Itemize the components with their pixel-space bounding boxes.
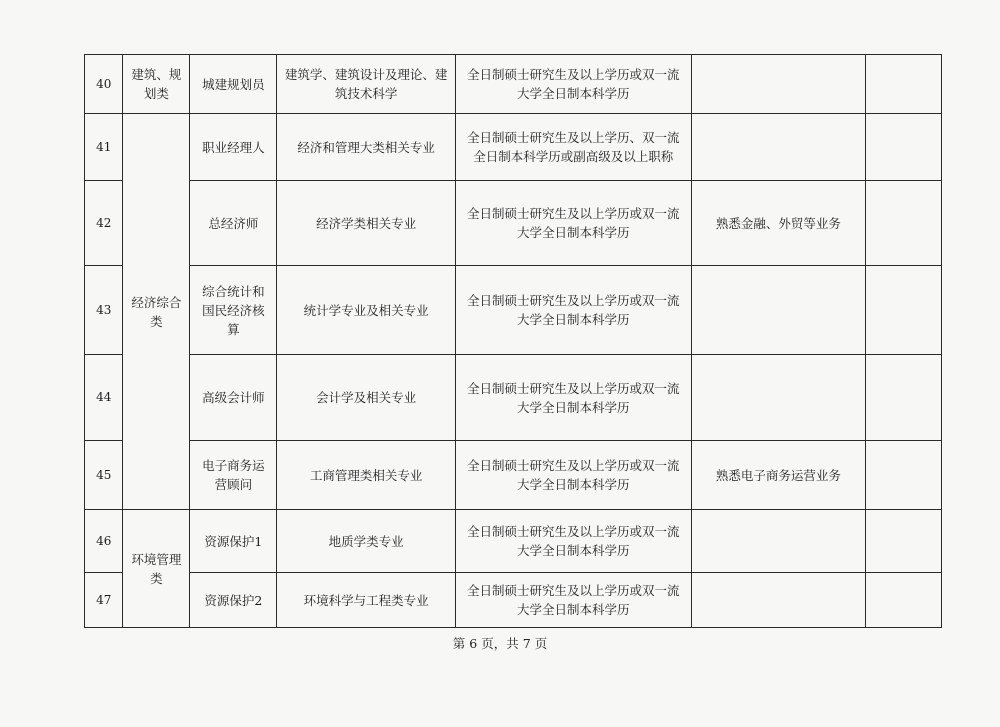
note-cell xyxy=(865,55,941,114)
row-number: 40 xyxy=(85,55,123,114)
major-cell: 地质学类专业 xyxy=(277,510,455,573)
education-cell: 全日制硕士研究生及以上学历或双一流大学全日制本科学历 xyxy=(455,510,691,573)
position-cell: 高级会计师 xyxy=(190,355,277,441)
positions-table xyxy=(84,54,942,628)
total-page-number: 7 xyxy=(522,636,531,651)
position-cell: 综合统计和国民经济核算 xyxy=(190,266,277,355)
category-cell: 经济综合类 xyxy=(123,114,190,510)
table-row xyxy=(85,181,942,266)
position-cell: 职业经理人 xyxy=(190,114,277,181)
row-number: 46 xyxy=(85,510,123,573)
major-cell: 经济和管理大类相关专业 xyxy=(277,114,455,181)
education-cell: 全日制硕士研究生及以上学历或双一流大学全日制本科学历 xyxy=(455,266,691,355)
position-cell: 总经济师 xyxy=(190,181,277,266)
page-footer xyxy=(0,634,1000,652)
row-number: 44 xyxy=(85,355,123,441)
table-row xyxy=(85,510,942,573)
row-number: 42 xyxy=(85,181,123,266)
education-cell: 全日制硕士研究生及以上学历或双一流大学全日制本科学历 xyxy=(455,55,691,114)
other-requirement-cell: 熟悉电子商务运营业务 xyxy=(691,441,865,510)
position-cell: 资源保护1 xyxy=(190,510,277,573)
row-number: 47 xyxy=(85,573,123,628)
major-cell: 经济学类相关专业 xyxy=(277,181,455,266)
note-cell xyxy=(865,114,941,181)
table-row xyxy=(85,355,942,441)
note-cell xyxy=(865,266,941,355)
table-row xyxy=(85,114,942,181)
education-cell: 全日制硕士研究生及以上学历或双一流大学全日制本科学历 xyxy=(455,355,691,441)
note-cell xyxy=(865,181,941,266)
major-cell: 统计学专业及相关专业 xyxy=(277,266,455,355)
note-cell xyxy=(865,573,941,628)
education-cell: 全日制硕士研究生及以上学历、双一流全日制本科学历或副高级及以上职称 xyxy=(455,114,691,181)
table-row xyxy=(85,573,942,628)
footer-prefix: 第 xyxy=(452,636,466,651)
row-number: 45 xyxy=(85,441,123,510)
other-requirement-cell xyxy=(691,573,865,628)
other-requirement-cell xyxy=(691,114,865,181)
education-cell: 全日制硕士研究生及以上学历或双一流大学全日制本科学历 xyxy=(455,573,691,628)
note-cell xyxy=(865,510,941,573)
other-requirement-cell: 熟悉金融、外贸等业务 xyxy=(691,181,865,266)
education-cell: 全日制硕士研究生及以上学历或双一流大学全日制本科学历 xyxy=(455,181,691,266)
footer-suffix: 页 xyxy=(534,636,548,651)
row-number: 43 xyxy=(85,266,123,355)
education-cell: 全日制硕士研究生及以上学历或双一流大学全日制本科学历 xyxy=(455,441,691,510)
position-cell: 电子商务运营顾问 xyxy=(190,441,277,510)
category-cell: 建筑、规划类 xyxy=(123,55,190,114)
table-row xyxy=(85,55,942,114)
other-requirement-cell xyxy=(691,55,865,114)
major-cell: 环境科学与工程类专业 xyxy=(277,573,455,628)
category-cell: 环境管理类 xyxy=(123,510,190,628)
major-cell: 建筑学、建筑设计及理论、建筑技术科学 xyxy=(277,55,455,114)
table-row xyxy=(85,266,942,355)
other-requirement-cell xyxy=(691,355,865,441)
other-requirement-cell xyxy=(691,266,865,355)
note-cell xyxy=(865,441,941,510)
footer-mid: 页，共 xyxy=(481,636,519,651)
other-requirement-cell xyxy=(691,510,865,573)
position-cell: 资源保护2 xyxy=(190,573,277,628)
current-page-number: 6 xyxy=(469,636,478,651)
row-number: 41 xyxy=(85,114,123,181)
major-cell: 工商管理类相关专业 xyxy=(277,441,455,510)
note-cell xyxy=(865,355,941,441)
table-row xyxy=(85,441,942,510)
position-cell: 城建规划员 xyxy=(190,55,277,114)
major-cell: 会计学及相关专业 xyxy=(277,355,455,441)
